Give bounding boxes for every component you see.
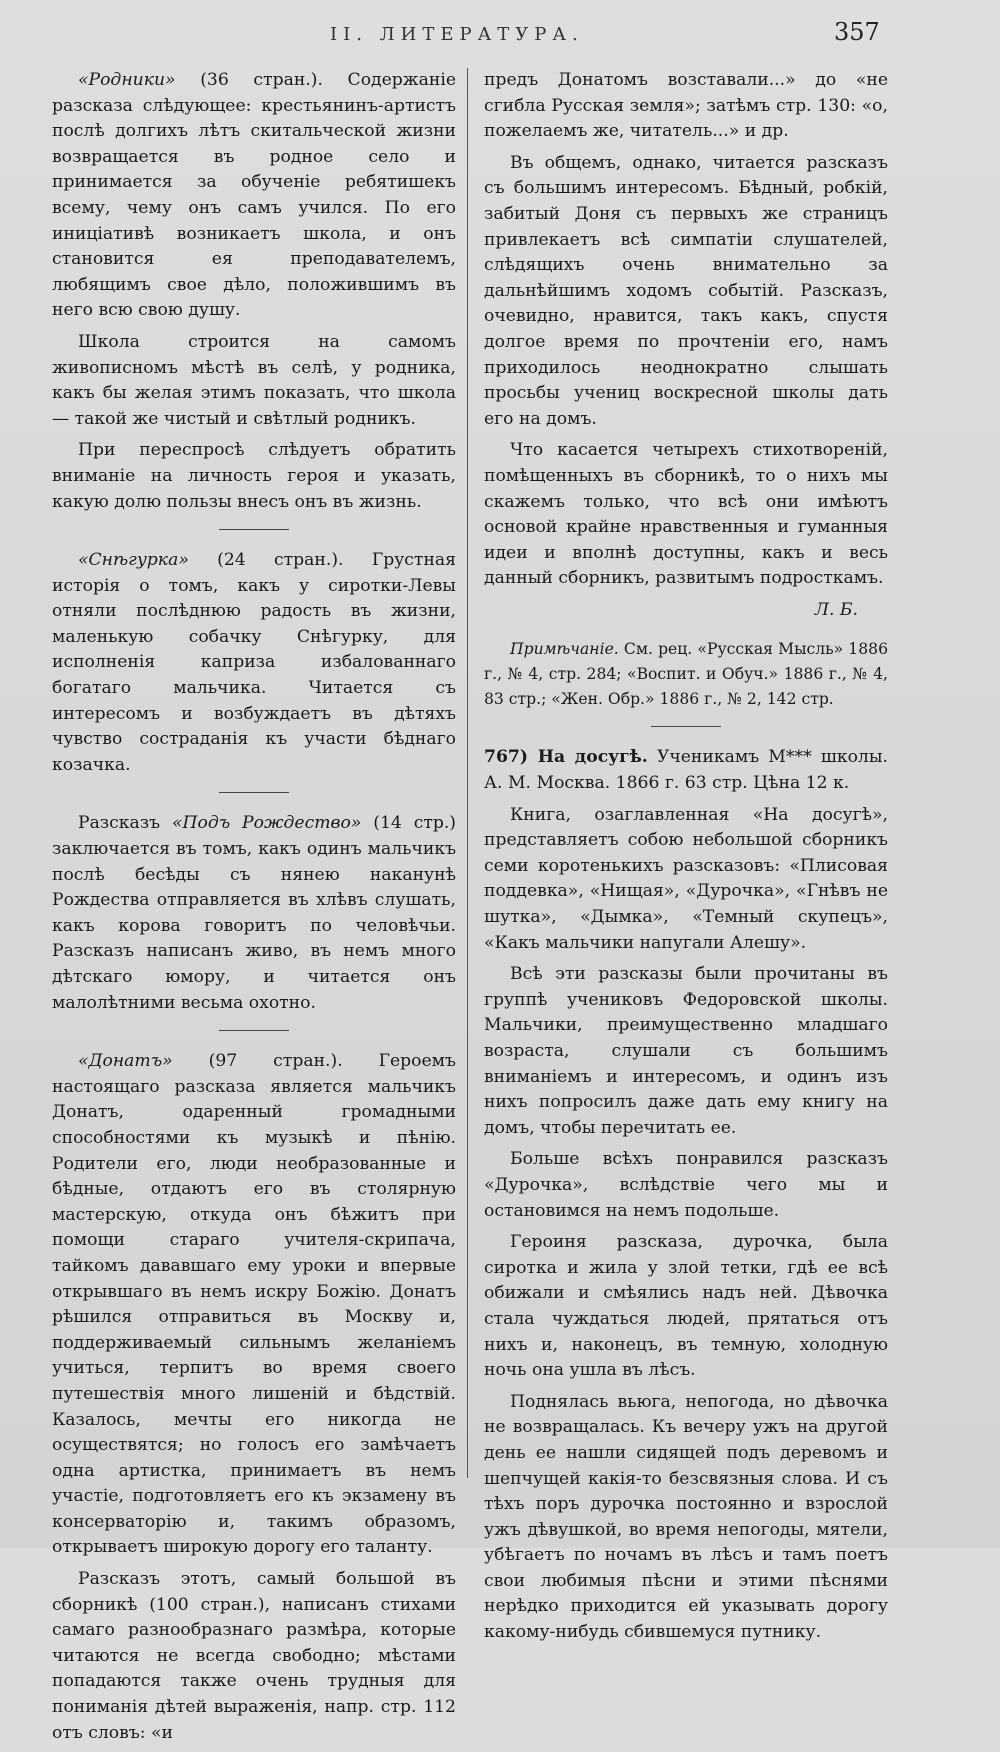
poems-paragraph: Что касается четырехъ стихотвореній, помѣщенныхъ въ сборникѣ, то о нихъ мы скажемъ только, что всѣ они имѣютъ основой крайне нравственныя и гуманныя идеи и вполнѣ доступны, какъ и весь данный сборникъ, развитымъ подросткамъ. <box>484 440 888 589</box>
donat-paragraph <box>52 1049 456 1561</box>
column-rule <box>467 68 468 1478</box>
rozhdestvo-title: «Подъ Рождество» <box>171 813 362 834</box>
entry-767-title: 767) На досугѣ. <box>484 747 648 768</box>
page-number: 357 <box>834 18 880 46</box>
snegurka-title: «Снѣгурка» <box>78 550 189 571</box>
entry-767-biblio: Ученикамъ М*** школы. А. М. Москва. 1866 г. 63 стр. Цѣна 12 к. <box>484 747 888 794</box>
donat-title: «Донатъ» <box>78 1051 173 1072</box>
entry-767-paragraph-3: Больше всѣхъ понравился разсказъ «Дурочка», вслѣдствіе чего мы и остановимся на немъ подольше. <box>484 1149 888 1221</box>
rodniki-paragraph-2: Школа строится на самомъ живописномъ мѣстѣ въ селѣ, у родника, какъ бы желая этимъ показать, что школа — такой же чистый и свѣтлый родникъ. <box>52 331 456 429</box>
donat-continuation: предъ Донатомъ возставали...» до «не сгибла Русская земля»; затѣмъ стр. 130: «о, пожелаемъ же, читатель...» и др. <box>484 70 888 142</box>
left-column <box>52 68 456 1752</box>
rodniki-paragraph-3: При переспросѣ слѣдуетъ обратить вниманіе на личность героя и указать, какую долю пользы внесъ онъ въ жизнь. <box>52 440 456 512</box>
rozhdestvo-text: (14 стр.) заключается въ томъ, какъ одинъ мальчикъ послѣ бесѣды съ нянею наканунѣ Рождества отправляется въ хлѣвъ слушать, какъ корова говоритъ по человѣчьи. Разсказъ написанъ живо, въ немъ много дѣтскаго юмору, и читается онъ малолѣтними весьма охотно. <box>52 813 456 1013</box>
section-divider <box>651 726 721 727</box>
donat-text: (97 стран.). Героемъ настоящаго разсказа является мальчикъ Донатъ, одаренный громадными способностями къ музыкѣ и пѣнію. Родители его, люди необразованные и бѣдные, отдаютъ его въ столярную мастерскую, откуда онъ бѣжитъ при помощи стараго учителя-скрипача, тайкомъ дававшаго ему уроки и впервые открывшаго въ немъ искру Божію. Донатъ рѣшился отправиться въ Москву и, поддерживаемый сильнымъ желаніемъ учиться, терпитъ во время своего путешествія много лишеній и бѣдствій. Казалось, мечты его никогда не осуществятся; но голосъ его замѣчаетъ одна артистка, принимаетъ въ немъ участіе, подготовляетъ его къ экзамену въ консерваторію и, такимъ образомъ, открываетъ широкую дорогу его таланту. <box>52 1051 456 1558</box>
page-header <box>0 18 1000 48</box>
entry-767-heading <box>484 745 888 796</box>
right-column <box>484 68 888 1652</box>
entry-767-paragraph-2: Всѣ эти разсказы были прочитаны въ группѣ учениковъ Федоровской школы. Мальчики, преимущественно младшаго возраста, слушали съ большимъ вниманіемъ и интересомъ, и одинъ изъ нихъ попросилъ даже дать ему книгу на домъ, чтобы перечитать ее. <box>484 964 888 1138</box>
rodniki-title: «Родники» <box>78 70 176 90</box>
note-paragraph <box>484 637 888 712</box>
rodniki-text: (36 стран.). Содержаніе разсказа слѣдующее: крестьянинъ-артистъ послѣ долгихъ лѣтъ скитальческой жизни возвращается въ родное село и принимается за обученіе ребятишекъ всему, чему онъ самъ учился. По его иниціативѣ возникаетъ школа, и онъ становится ея преподавателемъ, любящимъ свое дѣло, положившимъ въ него всю свою душу. <box>52 70 456 321</box>
entry-767-paragraph-4: Героиня разсказа, дурочка, была сиротка и жила у злой тетки, гдѣ ее всѣ обижали и смѣялись надъ ней. Дѣвочка стала чуждаться людей, прятаться отъ нихъ и, наконецъ, въ темную, холодную ночь она ушла въ лѣсъ. <box>484 1232 888 1381</box>
note-label: Примѣчаніе. <box>510 640 619 659</box>
donat-review-paragraph: Въ общемъ, однако, читается разсказъ съ большимъ интересомъ. Бѣдный, робкій, забитый Доня съ первыхъ же страницъ привлекаетъ всѣ симпатіи слушателей, слѣдящихъ очень внимательно за дальнѣйшимъ ходомъ событій. Разсказъ, очевидно, нравится, такъ какъ, спустя долгое время по прочтеніи его, намъ приходилось неоднократно слышать просьбы учениц воскресной школы дать его на домъ. <box>484 152 888 429</box>
snegurka-paragraph <box>52 548 456 778</box>
reviewer-signature: Л. Б. <box>814 599 858 620</box>
section-divider <box>219 792 289 793</box>
donat-paragraph-2: Разсказъ этотъ, самый большой въ сборникѣ (100 стран.), написанъ стихами самаго разнообразнаго размѣра, которые читаются не всегда свободно; мѣстами попадаются также очень трудныя для пониманія дѣтей выраженія, напр. стр. 112 отъ словъ: «и <box>52 1569 456 1743</box>
rozhdestvo-prefix: Разсказъ <box>78 813 172 834</box>
entry-767-paragraph-5: Поднялась вьюга, непогода, но дѣвочка не возвращалась. Къ вечеру ужъ на другой день ее нашли сидящей подъ деревомъ и шепчущей какія-то безсвязныя слова. И съ тѣхъ поръ дурочка постоянно и взрослой ужъ дѣвушкой, во время непогоды, мятели, убѣгаетъ по ночамъ въ лѣсъ и тамъ поетъ свои любимыя пѣсни и этими пѣснями нерѣдко приходится ей указывать дорогу какому-нибудь сбившемуся путнику. <box>484 1391 888 1643</box>
rozhdestvo-paragraph <box>52 811 456 1016</box>
section-divider <box>219 529 289 530</box>
section-divider <box>219 1030 289 1031</box>
note-text: См. рец. «Русская Мысль» 1886 г., № 4, стр. 284; «Воспит. и Обуч.» 1886 г., № 4, 83 стр.; «Жен. Обр.» 1886 г., № 2, 142 стр. <box>484 640 888 709</box>
snegurka-text: (24 стран.). Грустная исторія о томъ, какъ у сиротки-Левы отняли послѣднюю радость въ жизни, маленькую собачку Снѣгурку, для исполненія каприза избалованнаго богатаго мальчика. Читается съ интересомъ и возбуждаетъ въ дѣтяхъ чувство состраданія къ участи бѣднаго козачка. <box>52 550 456 775</box>
entry-767-paragraph-1: Книга, озаглавленная «На досугѣ», представляетъ собою небольшой сборникъ семи коротенькихъ разсказовъ: «Плисовая поддевка», «Нищая», «Дурочка», «Гнѣвъ не шутка», «Дымка», «Темный скупецъ», «Какъ мальчики напугали Алешу». <box>484 804 888 953</box>
rodniki-paragraph <box>52 68 456 324</box>
running-title: II. ЛИТЕРАТУРА. <box>330 24 584 45</box>
